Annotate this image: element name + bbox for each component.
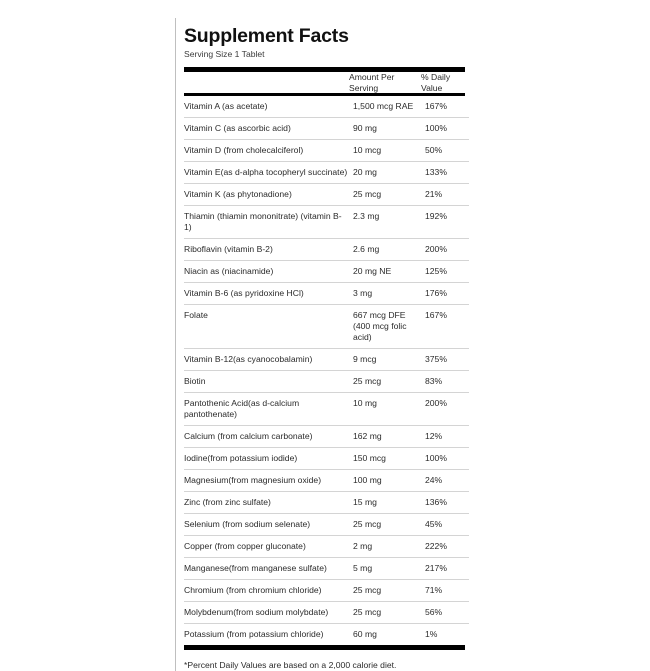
table-row (184, 162, 469, 184)
table-row (184, 239, 469, 261)
supplement-facts-table (184, 72, 465, 93)
nutrient-amount: 667 mcg DFE (400 mcg folic acid) (353, 305, 425, 349)
nutrient-daily-value: 167% (425, 96, 469, 118)
daily-value-footnote: *Percent Daily Values are based on a 2,000 calorie diet. (184, 660, 397, 671)
table-row (184, 261, 469, 283)
nutrient-amount: 25 mcg (353, 371, 425, 393)
nutrient-amount: 10 mg (353, 393, 425, 426)
table-row (184, 448, 469, 470)
nutrient-daily-value: 217% (425, 558, 469, 580)
table-row (184, 140, 469, 162)
table-row (184, 470, 469, 492)
nutrient-daily-value: 50% (425, 140, 469, 162)
nutrient-name: Potassium (from potassium chloride) (184, 629, 324, 640)
nutrient-rows-table (184, 96, 469, 645)
nutrient-name: Biotin (184, 371, 353, 393)
nutrient-daily-value: 133% (425, 162, 469, 184)
nutrient-daily-value: 100% (425, 118, 469, 140)
nutrient-daily-value: 167% (425, 305, 469, 349)
nutrient-name: Chromium (from chromium chloride) (184, 580, 353, 602)
nutrient-daily-value: 1% (425, 629, 438, 640)
nutrient-name: Iodine(from potassium iodide) (184, 448, 353, 470)
nutrient-name: Copper (from copper gluconate) (184, 536, 353, 558)
nutrient-daily-value: 24% (425, 470, 469, 492)
nutrient-name: Folate (184, 305, 353, 349)
table-row (184, 305, 469, 349)
table-header (184, 72, 465, 93)
nutrient-amount: 1,500 mcg RAE (353, 96, 425, 118)
table-row (184, 96, 469, 118)
nutrient-daily-value: 200% (425, 393, 469, 426)
table-row (184, 536, 469, 558)
nutrient-daily-value: 192% (425, 206, 469, 239)
nutrient-amount: 90 mg (353, 118, 425, 140)
nutrient-name: Vitamin B-12(as cyanocobalamin) (184, 349, 353, 371)
table-row (184, 514, 469, 536)
nutrient-name: Pantothenic Acid(as d-calcium pantothenate) (184, 393, 353, 426)
nutrient-rows-body (184, 96, 469, 645)
nutrient-name: Vitamin D (from cholecalciferol) (184, 140, 353, 162)
nutrient-name: Zinc (from zinc sulfate) (184, 492, 353, 514)
page-title: Supplement Facts (184, 25, 349, 47)
nutrient-daily-value: 222% (425, 536, 469, 558)
nutrient-amount: 25 mcg (353, 514, 425, 536)
nutrient-daily-value: 71% (425, 580, 469, 602)
nutrient-amount: 10 mcg (353, 140, 425, 162)
nutrient-name: Riboflavin (vitamin B-2) (184, 239, 353, 261)
nutrient-daily-value: 45% (425, 514, 469, 536)
table-row (184, 492, 469, 514)
nutrient-amount: 150 mcg (353, 448, 425, 470)
nutrient-name: Vitamin B-6 (as pyridoxine HCl) (184, 283, 353, 305)
table-row (184, 206, 469, 239)
nutrient-name: Selenium (from sodium selenate) (184, 514, 353, 536)
nutrient-daily-value: 21% (425, 184, 469, 206)
serving-size-text: Serving Size 1 Tablet (184, 49, 265, 60)
table-row (184, 371, 469, 393)
table-header-row (184, 72, 465, 93)
nutrient-daily-value: 125% (425, 261, 469, 283)
table-row (184, 558, 469, 580)
column-header-nutrient (184, 72, 349, 93)
nutrient-daily-value: 136% (425, 492, 469, 514)
nutrient-name: Magnesium(from magnesium oxide) (184, 470, 353, 492)
nutrient-daily-value: 176% (425, 283, 469, 305)
nutrient-name: Thiamin (thiamin mononitrate) (vitamin B-1) (184, 206, 353, 239)
supplement-facts-panel (175, 18, 466, 671)
nutrient-daily-value: 83% (425, 371, 469, 393)
table-row (184, 349, 469, 371)
nutrient-daily-value: 12% (425, 426, 469, 448)
nutrient-daily-value: 56% (425, 602, 469, 624)
table-row (184, 184, 469, 206)
table-row (184, 426, 469, 448)
nutrient-amount: 2.3 mg (353, 206, 425, 239)
table-row (184, 602, 469, 624)
nutrient-amount: 2.6 mg (353, 239, 425, 261)
nutrient-name: Calcium (from calcium carbonate) (184, 426, 353, 448)
table-row (184, 624, 469, 646)
nutrient-amount: 25 mcg (353, 602, 425, 624)
table-row (184, 580, 469, 602)
nutrient-name: Vitamin K (as phytonadione) (184, 184, 353, 206)
nutrient-amount: 25 mcg (353, 580, 425, 602)
column-header-percent-daily-value: % Daily Value (421, 72, 451, 93)
table-row (184, 393, 469, 426)
nutrient-amount: 15 mg (353, 492, 425, 514)
nutrient-daily-value: 200% (425, 239, 469, 261)
nutrient-daily-value: 375% (425, 349, 469, 371)
column-header-amount-per-serving: Amount Per Serving (349, 72, 395, 93)
nutrient-amount: 9 mcg (353, 349, 425, 371)
nutrient-amount: 5 mg (353, 558, 425, 580)
nutrient-name: Manganese(from manganese sulfate) (184, 558, 353, 580)
nutrient-amount: 100 mg (353, 470, 425, 492)
nutrient-amount: 60 mg (353, 629, 377, 640)
nutrient-name: Niacin as (niacinamide) (184, 261, 353, 283)
nutrient-name: Vitamin C (as ascorbic acid) (184, 118, 353, 140)
nutrient-amount: 2 mg (353, 536, 425, 558)
nutrient-name: Molybdenum(from sodium molybdate) (184, 602, 353, 624)
nutrient-amount: 3 mg (353, 283, 425, 305)
nutrient-daily-value: 100% (425, 448, 469, 470)
table-row (184, 118, 469, 140)
nutrient-name: Vitamin E(as d-alpha tocopheryl succinate) (184, 162, 353, 184)
nutrient-amount: 20 mg (353, 162, 425, 184)
table-row (184, 283, 469, 305)
nutrient-amount: 162 mg (353, 426, 425, 448)
bottom-thick-rule (184, 645, 465, 650)
nutrient-amount: 20 mg NE (353, 261, 425, 283)
nutrient-amount: 25 mcg (353, 184, 425, 206)
nutrient-name: Vitamin A (as acetate) (184, 96, 353, 118)
